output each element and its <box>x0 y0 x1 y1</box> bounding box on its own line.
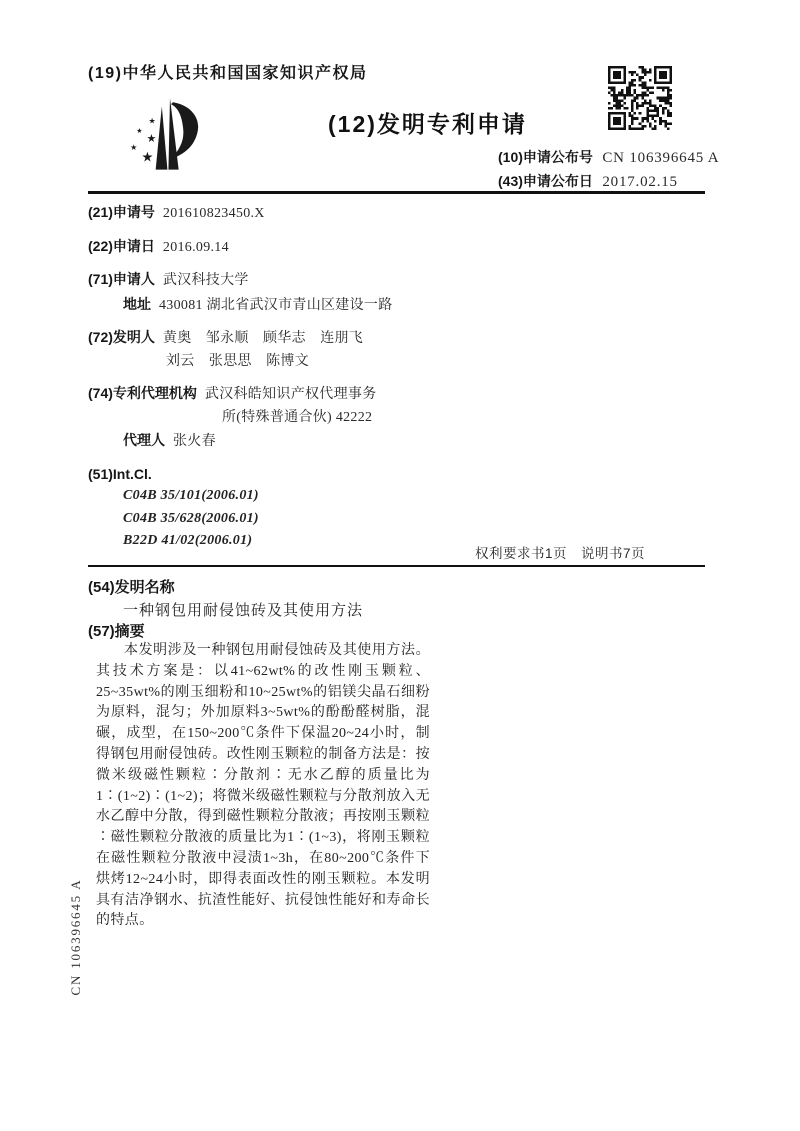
svg-text:★: ★ <box>148 116 156 126</box>
invention-title: 一种钢包用耐侵蚀砖及其使用方法 <box>123 602 364 619</box>
address-value: 430081 湖北省武汉市青山区建设一路 <box>159 297 393 313</box>
document-type-title: (12)发明专利申请 <box>328 111 527 137</box>
abstract-text: 本发明涉及一种钢包用耐侵蚀砖及其使用方法。其技术方案是：以41~62wt%的改性刚玉颗粒、25~35wt%的刚玉细粉和10~25wt%的铝镁尖晶石细粉为原料，混匀；外加原料3~5wt%的酚酚醛树脂，混碾，成型，在150~200℃条件下保温20~24小时，制得钢包用耐侵蚀砖。改性刚玉颗粒的制备方法是：按微米级磁性颗粒∶分散剂∶无水乙醇的质量比为1∶(1~2)∶(1~2)；将微米级磁性颗粒与分散剂放入无水乙醇中分散，得到磁性颗粒分散液；再按刚玉颗粒∶磁性颗粒分散液的质量比为1∶(1~3)，将刚玉颗粒在磁性颗粒分散液中浸渍1~3h，在80~200℃条件下烘烤12~24小时，即得表面改性的刚玉颗粒。本发明具有洁净钢水、抗渣性能好、抗侵蚀性能好和寿命长的特点。 <box>96 643 430 929</box>
publication-date-label: (43)申请公布日 <box>498 173 593 189</box>
header-divider <box>88 191 705 194</box>
agency-entry <box>88 382 440 454</box>
applicant-entry <box>88 268 440 317</box>
pages-info: 权利要求书1页 说明书7页 <box>474 546 645 561</box>
invention-title-label: (54)发明名称 <box>88 579 175 596</box>
svg-text:★: ★ <box>136 126 143 135</box>
abstract-label: (57)摘要 <box>88 623 145 640</box>
cnipa-logo-icon <box>124 96 218 180</box>
vertical-publication-number: CN 106396645 A <box>68 878 83 996</box>
applicant-label: (71)申请人 <box>88 271 155 287</box>
agent-value: 张火春 <box>173 434 216 449</box>
svg-text:★: ★ <box>141 149 154 165</box>
publication-date-line <box>498 171 678 191</box>
agency-name-line1: 武汉科皓知识产权代理事务 <box>204 387 377 402</box>
application-number-label: (21)申请号 <box>88 204 155 220</box>
inventors-label: (72)发明人 <box>88 329 155 345</box>
publication-number-value: CN 106396645 A <box>602 150 720 166</box>
int-cl-class-1: C04B 35/101(2006.01) <box>123 488 259 503</box>
application-number-entry <box>88 201 440 226</box>
publication-number-label: (10)申请公布号 <box>498 149 593 165</box>
filing-date-label: (22)申请日 <box>88 237 155 254</box>
filing-date-value: 2016.09.14 <box>162 239 229 255</box>
bibliographic-data <box>88 201 440 562</box>
int-cl-class-2: C04B 35/628(2006.01) <box>123 510 259 526</box>
section-divider <box>88 565 705 567</box>
inventors-line1: 黄奥 邹永顺 顾华志 连朋飞 <box>162 331 364 346</box>
int-cl-class-3: B22D 41/02(2006.01) <box>123 533 253 548</box>
agency-name-line2: 所(特殊普通合伙) 42222 <box>222 409 373 425</box>
int-cl-entry <box>88 463 440 553</box>
publication-date-value: 2017.02.15 <box>602 174 678 190</box>
int-cl-label: (51)Int.Cl. <box>88 465 152 482</box>
publication-number-line <box>498 147 719 167</box>
svg-text:★: ★ <box>146 133 157 146</box>
agent-label: 代理人 <box>123 432 165 448</box>
application-number-value: 201610823450.X <box>162 206 265 221</box>
agency-label: (74)专利代理机构 <box>88 385 197 401</box>
address-label: 地址 <box>123 295 151 312</box>
inventors-entry <box>88 326 440 373</box>
qr-code <box>608 66 672 130</box>
inventors-line2: 刘云 张思思 陈博文 <box>166 353 309 369</box>
filing-date-entry <box>88 235 440 260</box>
svg-text:★: ★ <box>130 143 138 153</box>
issuing-office-title: (19)中华人民共和国国家知识产权局 <box>88 65 368 82</box>
applicant-value: 武汉科技大学 <box>162 273 249 288</box>
